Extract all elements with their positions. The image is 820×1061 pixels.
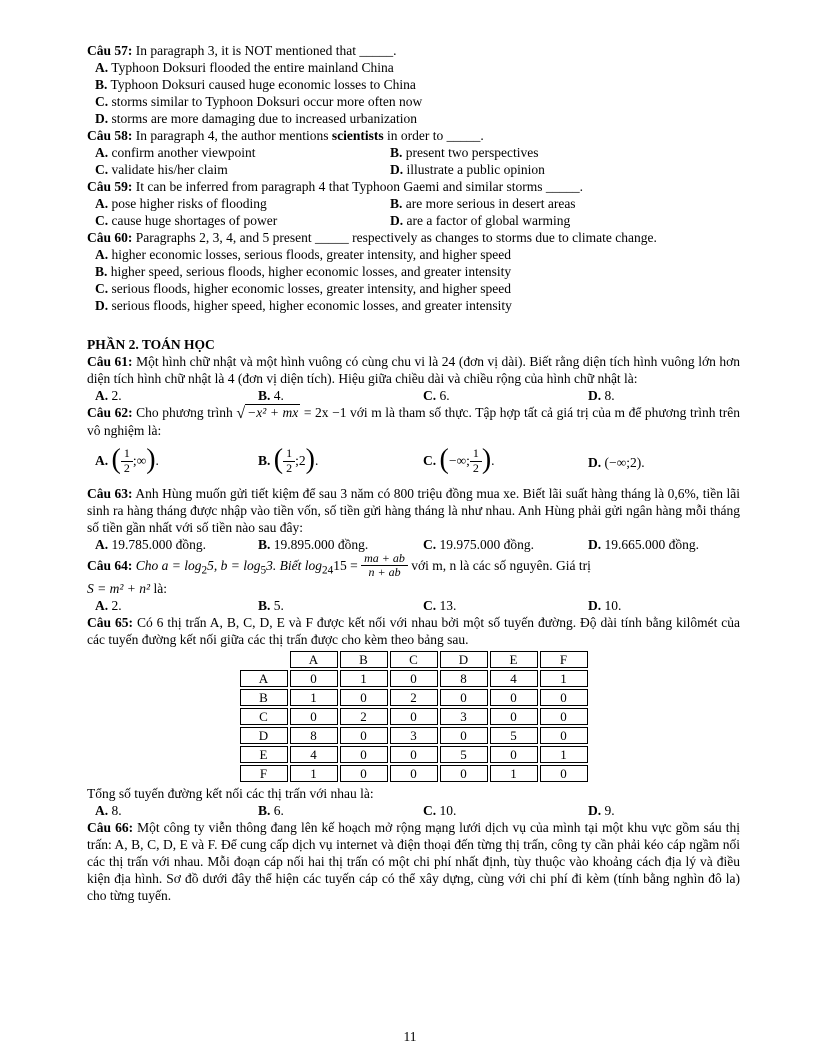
question-text — [87, 485, 740, 536]
log-base: 24 — [322, 564, 334, 577]
option-letter: C. — [95, 162, 109, 177]
fraction — [361, 552, 408, 579]
option-text: 19.975.000 đồng. — [439, 537, 534, 552]
option-text: 5. — [273, 598, 284, 614]
options-row — [95, 440, 740, 484]
table-cell: 1 — [290, 765, 338, 782]
options-row — [95, 161, 740, 178]
table-cell: 0 — [340, 746, 388, 763]
option-letter: A. — [95, 537, 109, 552]
question-number: Câu 57: — [87, 43, 133, 58]
fraction — [470, 447, 482, 474]
option-a — [95, 536, 258, 553]
table-row-label: F — [240, 765, 288, 782]
formula-fragment: 15 = — [333, 557, 358, 573]
question-stem: là: — [153, 581, 167, 597]
option-letter: B. — [258, 453, 271, 469]
option-b — [95, 76, 740, 93]
option-letter: A. — [95, 598, 109, 614]
option-text: higher economic losses, serious floods, greater intensity, and higher speed — [111, 247, 512, 262]
table-cell: 8 — [440, 670, 488, 687]
question-number: Câu 64: — [87, 557, 133, 573]
question-60 — [87, 229, 740, 314]
options-row — [95, 802, 740, 819]
section-title: PHẦN 2. TOÁN HỌC — [87, 337, 215, 352]
table-cell: 0 — [290, 708, 338, 725]
left-paren: ( — [111, 444, 121, 475]
question-subtext: Tổng số tuyến đường kết nối các thị trấn với nhau là: — [87, 786, 374, 802]
table-cell: 0 — [340, 727, 388, 744]
interval-tail: ;∞ — [132, 453, 147, 469]
option-a — [95, 597, 258, 614]
denominator: n + ab — [368, 565, 401, 580]
table-cell: 2 — [390, 689, 438, 706]
interval-head: −∞; — [448, 453, 470, 469]
option-text: serious floods, higher speed, higher economic losses, and greater intensity — [111, 298, 512, 313]
right-paren: ) — [146, 444, 156, 475]
option-letter: D. — [390, 162, 404, 177]
question-57 — [87, 42, 740, 127]
question-number: Câu 66: — [87, 820, 134, 836]
option-d — [588, 454, 740, 471]
question-number: Câu 60: — [87, 230, 133, 245]
option-text: validate his/her claim — [111, 162, 228, 177]
option-c — [423, 387, 588, 404]
left-paren: ( — [439, 444, 449, 475]
option-b — [95, 263, 740, 280]
right-paren: ) — [305, 444, 315, 475]
table-cell: 0 — [490, 708, 538, 725]
numerator: 1 — [283, 447, 295, 461]
option-letter: A. — [95, 803, 109, 819]
formula-fragment: S = m² + n² — [87, 581, 151, 597]
table-cell: 3 — [390, 727, 438, 744]
option-letter: D. — [390, 213, 404, 228]
options-row — [95, 212, 740, 229]
option-text: Typhoon Doksuri caused huge economic losses to China — [110, 77, 416, 92]
option-text: 19.785.000 đồng. — [111, 537, 206, 552]
formula-fragment: 3. Biết log — [266, 557, 323, 573]
option-d — [588, 802, 740, 819]
option-d — [588, 387, 740, 404]
options-row — [95, 195, 740, 212]
option-c — [423, 802, 588, 819]
option-letter: D. — [588, 537, 602, 552]
table-row-label: E — [240, 746, 288, 763]
option-text: present two perspectives — [405, 145, 539, 160]
table-row-label: B — [240, 689, 288, 706]
question-text — [87, 404, 740, 439]
table-cell: 0 — [390, 708, 438, 725]
table-col-header: B — [340, 651, 388, 668]
table-row — [240, 708, 588, 725]
table-cell: 0 — [540, 689, 588, 706]
table-cell: 5 — [440, 746, 488, 763]
option-b — [258, 444, 423, 476]
radicand: −x² + mx — [247, 405, 299, 420]
option-c — [95, 280, 740, 297]
table-col-header: E — [490, 651, 538, 668]
question-text-line2 — [87, 580, 740, 597]
radical-sign: √ — [236, 405, 246, 422]
option-c — [423, 597, 588, 614]
question-number: Câu 61: — [87, 354, 133, 369]
table-row — [240, 670, 588, 687]
question-stem: In paragraph 4, the author mentions — [135, 128, 332, 143]
option-a — [95, 444, 258, 476]
table-cell: 4 — [290, 746, 338, 763]
table-row-label: D — [240, 727, 288, 744]
option-letter: B. — [390, 196, 403, 211]
question-59 — [87, 178, 740, 229]
question-text — [87, 178, 740, 195]
option-letter: A. — [95, 453, 109, 469]
table-cell: 5 — [490, 727, 538, 744]
option-b — [258, 387, 423, 404]
option-d — [390, 161, 740, 178]
question-stem: Một công ty viễn thông đang lên kế hoạch mở rộng mạng lưới dịch vụ của mình tại một khu vực gồm sáu thị trấn: A, B, C, D, E và F. Để cung cấp dịch vụ internet và điện thoại đến từng thị trấn, công ty cần phải kéo cáp ngầm nối các thị trấn với nhau. Mỗi đoạn cáp nối hai thị trấn có một chi phí nhất định, tùy thuộc vào khoảng cách địa lý và điều kiện địa hình. Sơ đồ dưới đây thể hiện các tuyến cáp có thể xây dựng, cùng với chi phí đi kèm (tính bằng nghìn đô la) cho từng tuyến. — [87, 820, 740, 904]
period: . — [491, 453, 495, 469]
option-text: confirm another viewpoint — [111, 145, 256, 160]
option-text: 10. — [604, 598, 622, 614]
page-number: 11 — [403, 1029, 417, 1044]
table-row — [240, 746, 588, 763]
table-row — [240, 727, 588, 744]
table-cell: 0 — [440, 765, 488, 782]
question-text — [87, 614, 740, 648]
period: . — [155, 453, 159, 469]
option-letter: A. — [95, 145, 109, 160]
question-stem: với m, n là các số nguyên. Giá trị — [411, 557, 591, 573]
option-c — [95, 161, 390, 178]
denominator: 2 — [286, 460, 293, 475]
option-letter: D. — [95, 298, 109, 313]
option-text: storms are more damaging due to increased urbanization — [111, 111, 418, 126]
question-stem: In paragraph 3, it is NOT mentioned that _____. — [135, 43, 397, 58]
question-text — [87, 127, 740, 144]
fraction — [283, 447, 295, 474]
option-a — [95, 144, 390, 161]
option-text: 2. — [111, 598, 122, 614]
option-a — [95, 246, 740, 263]
option-text: 6. — [439, 388, 450, 403]
numerator: 1 — [470, 447, 482, 461]
option-a — [95, 387, 258, 404]
table-cell: 0 — [540, 727, 588, 744]
option-c — [423, 536, 588, 553]
option-d — [390, 212, 740, 229]
option-b — [258, 597, 423, 614]
option-d — [95, 110, 740, 127]
option-text: 4. — [273, 388, 284, 403]
option-b — [390, 195, 740, 212]
table-row — [240, 689, 588, 706]
question-64 — [87, 553, 740, 614]
question-text — [87, 553, 740, 580]
table-cell: 0 — [440, 689, 488, 706]
question-stem: Anh Hùng muốn gửi tiết kiệm để sau 3 năm có 800 triệu đồng mua xe. Biết lãi suất hàng tháng là 0,6%, tiền lãi sinh ra hàng tháng được nhập vào tiền vốn, số tiền gửi hàng tháng là như nhau. Anh Hùng phải gửi ngân hàng mỗi tháng số tiền gần nhất với số tiền nào sau đây: — [87, 486, 740, 535]
table-cell: 4 — [490, 670, 538, 687]
option-text: Typhoon Doksuri flooded the entire mainland China — [111, 60, 394, 75]
question-number: Câu 63: — [87, 486, 133, 501]
option-text: serious floods, higher economic losses, greater intensity, and higher speed — [111, 281, 512, 296]
option-letter: C. — [95, 281, 109, 296]
question-text — [87, 819, 740, 904]
table-col-header: A — [290, 651, 338, 668]
question-stem: Có 6 thị trấn A, B, C, D, E và F được kết nối với nhau bởi một số tuyến đường. Độ dài tính bằng kilômét của các tuyến đường kết nối giữa các thị trấn được cho kèm theo bảng sau. — [87, 615, 741, 648]
formula-fragment: Cho a = log — [135, 557, 202, 573]
option-b — [258, 802, 423, 819]
question-text — [87, 42, 740, 59]
option-letter: A. — [95, 60, 109, 75]
table-cell: 8 — [290, 727, 338, 744]
question-text — [87, 229, 740, 246]
option-b — [390, 144, 740, 161]
table-cell: 1 — [540, 670, 588, 687]
question-number: Câu 62: — [87, 405, 133, 420]
table-cell: 0 — [540, 765, 588, 782]
table-row — [240, 765, 588, 782]
formula-fragment: 5, b = log — [207, 557, 261, 573]
question-number: Câu 58: — [87, 128, 133, 143]
option-letter: D. — [588, 598, 602, 614]
option-text: 13. — [439, 598, 457, 614]
option-letter: A. — [95, 247, 109, 262]
option-text: higher speed, serious floods, higher economic losses, and greater intensity — [110, 264, 512, 279]
options-row — [95, 597, 740, 614]
option-letter: D. — [95, 111, 109, 126]
option-text: 8. — [111, 803, 122, 819]
options-row — [95, 536, 740, 553]
option-letter: B. — [258, 598, 271, 614]
table-cell: 0 — [390, 746, 438, 763]
question-61 — [87, 353, 740, 404]
table-col-header: C — [390, 651, 438, 668]
question-stem: Một hình chữ nhật và một hình vuông có cùng chu vi là 24 (đơn vị dài). Biết rằng diện tích hình vuông lớn hơn diện tích hình chữ nhật là 4 (đơn vị diện tích). Hiệu giữa chiều dài và chiều rộng của hình chữ nhật là: — [87, 354, 741, 386]
question-stem: Paragraphs 2, 3, 4, and 5 present _____ respectively as changes to storms due to climate change. — [135, 230, 657, 245]
option-letter: C. — [423, 388, 437, 403]
question-62 — [87, 404, 740, 484]
option-d — [95, 297, 740, 314]
option-letter: B. — [95, 77, 108, 92]
table-cell: 0 — [440, 727, 488, 744]
option-text: 2. — [111, 388, 122, 403]
table-header-row — [240, 651, 588, 668]
option-text: illustrate a public opinion — [406, 162, 545, 177]
question-stem: Cho phương trình — [136, 405, 233, 420]
option-text: 6. — [273, 803, 284, 819]
option-letter: C. — [95, 94, 109, 109]
option-letter: A. — [95, 196, 109, 211]
option-letter: D. — [588, 454, 602, 470]
table-corner-cell — [240, 651, 288, 668]
option-letter: C. — [423, 598, 437, 614]
option-text: 19.665.000 đồng. — [604, 537, 699, 552]
table-cell: 0 — [540, 708, 588, 725]
option-text: 10. — [439, 803, 457, 819]
table-cell: 1 — [340, 670, 388, 687]
table-row-label: A — [240, 670, 288, 687]
option-letter: C. — [95, 213, 109, 228]
table-col-header: F — [540, 651, 588, 668]
question-number: Câu 65: — [87, 615, 133, 631]
option-letter: D. — [588, 388, 602, 403]
option-letter: D. — [588, 803, 602, 819]
option-text: 8. — [604, 388, 615, 403]
question-stem: = 2x −1 với m là tham số thực. Tập hợp tất cả giá trị của m để phương trình trên vô nghiệm là: — [87, 405, 740, 438]
option-letter: B. — [95, 264, 108, 279]
question-stem: in order to _____. — [383, 128, 484, 143]
left-paren: ( — [273, 444, 284, 475]
table-cell: 3 — [440, 708, 488, 725]
option-a — [95, 802, 258, 819]
table-cell: 2 — [340, 708, 388, 725]
table-row-label: C — [240, 708, 288, 725]
option-text: storms similar to Typhoon Doksuri occur more often now — [111, 94, 423, 109]
option-a — [95, 59, 740, 76]
sqrt-expression — [236, 405, 300, 420]
option-text: are a factor of global warming — [406, 213, 571, 228]
question-stem: It can be inferred from paragraph 4 that Typhoon Gaemi and similar storms _____. — [135, 179, 583, 194]
option-a — [95, 195, 390, 212]
numerator: ma + ab — [361, 552, 408, 566]
table-col-header: D — [440, 651, 488, 668]
distance-table — [238, 649, 590, 784]
log-base: 5 — [260, 564, 267, 577]
option-letter: B. — [258, 537, 271, 552]
denominator: 2 — [472, 460, 479, 475]
option-text: are more serious in desert areas — [405, 196, 576, 211]
numerator: 1 — [121, 447, 133, 461]
question-66 — [87, 819, 740, 904]
interval-tail: ;2 — [295, 453, 306, 469]
table-cell: 0 — [390, 765, 438, 782]
question-number: Câu 59: — [87, 179, 133, 194]
options-row — [95, 144, 740, 161]
option-text: 9. — [604, 803, 615, 819]
option-c — [95, 212, 390, 229]
period: . — [314, 453, 319, 469]
log-base: 2 — [201, 564, 208, 577]
option-d — [588, 536, 740, 553]
question-63 — [87, 485, 740, 553]
bold-word: scientists — [331, 128, 384, 143]
option-c — [423, 444, 588, 476]
table-cell: 0 — [490, 746, 538, 763]
table-cell: 0 — [340, 689, 388, 706]
question-58 — [87, 127, 740, 178]
fraction — [121, 447, 133, 474]
option-letter: C. — [423, 453, 437, 469]
option-text: 19.895.000 đồng. — [273, 537, 369, 552]
question-text — [87, 353, 740, 387]
table-cell: 0 — [290, 670, 338, 687]
question-65 — [87, 614, 740, 819]
table-cell: 1 — [290, 689, 338, 706]
option-letter: B. — [390, 145, 403, 160]
option-letter: A. — [95, 388, 109, 403]
table-cell: 1 — [540, 746, 588, 763]
option-text: (−∞;2). — [604, 454, 645, 470]
denominator: 2 — [123, 460, 130, 475]
option-text: pose higher risks of flooding — [111, 196, 267, 211]
table-cell: 0 — [390, 670, 438, 687]
option-letter: B. — [258, 388, 271, 403]
table-cell: 1 — [490, 765, 538, 782]
option-c — [95, 93, 740, 110]
option-d — [588, 597, 740, 614]
table-cell: 0 — [490, 689, 538, 706]
option-letter: B. — [258, 803, 271, 819]
right-paren: ) — [481, 444, 492, 475]
option-text: cause huge shortages of power — [111, 213, 278, 228]
table-cell: 0 — [340, 765, 388, 782]
options-row — [95, 387, 740, 404]
option-letter: C. — [423, 803, 437, 819]
option-letter: C. — [423, 537, 437, 552]
